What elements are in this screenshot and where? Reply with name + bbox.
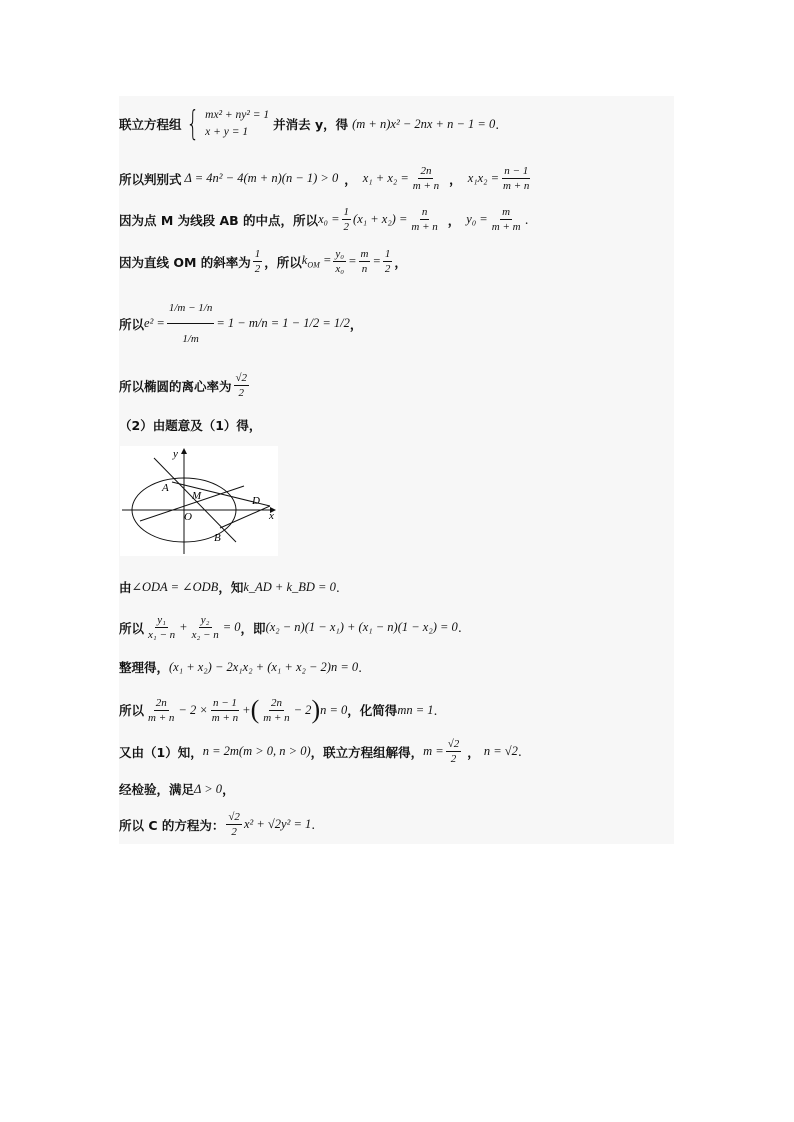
equation: n = 0 xyxy=(320,702,348,717)
label-x: x xyxy=(269,510,274,522)
text: （2）由题意及（1）得， xyxy=(119,418,262,433)
line-discriminant: 所以判别式 Δ = 4n² − 4(m + n)(n − 1) > 0 ， x₁ + x₂ = $\frac{2n}{m + n}$ ， x₁x₂ = $\frac{n - 1}{m + n}$ xyxy=(119,165,530,192)
diagram-svg xyxy=(120,446,278,556)
text: 经检验，满足 xyxy=(119,782,195,797)
fraction: $\frac{2n}{m + n}$ xyxy=(148,696,175,724)
line-slope-sum: 所以 $\frac{\text{y₁}}{\text{x₁ − n}}$ + $\frac{\text{y₂}}{\text{x₂ − n}}$ = 0 ，即 (x₂ − n)(1 − x₁) + (x₁ − n)(1 − x₂) = 0 . xyxy=(119,614,462,641)
equation-system: { mx² + ny² = 1 x + y = 1 xyxy=(185,104,270,144)
equation: x₀ = xyxy=(318,212,340,226)
text: 所以判别式 xyxy=(119,171,182,187)
line-substitute: 所以 $\frac{2n}{m + n}$ − 2 × $\frac{n - 1}{m + n}$ + ( $\frac{2n}{m + n}$ − 2 ) n = 0 ，化简得 mn = 1 . xyxy=(119,695,438,724)
equation: mn = 1 xyxy=(397,702,434,717)
equation: (m + n)x² − 2nx + n − 1 = 0 xyxy=(352,116,496,131)
fraction: $\frac{\text{y₀}}{\text{x₀}}$ xyxy=(335,248,345,275)
equation: = 0 xyxy=(222,620,241,634)
ellipse-diagram xyxy=(120,446,278,556)
compound-fraction: $\frac{1/m - 1/n}{1/m}$ xyxy=(167,293,214,354)
equation: Δ > 0 xyxy=(194,781,223,796)
line-bd xyxy=(220,506,270,528)
label-b: B xyxy=(214,532,221,544)
text: ，联立方程组解得， xyxy=(310,744,424,760)
text: ，即 xyxy=(240,620,266,636)
equation: − 2 xyxy=(293,702,312,717)
k-subscript: OM xyxy=(307,260,320,270)
text: 因为直线 OM 的斜率为 xyxy=(119,254,251,270)
equation: m = xyxy=(423,744,444,758)
equation: Δ = 4n² − 4(m + n)(n − 1) > 0 xyxy=(184,171,339,185)
text: 所以 xyxy=(119,620,145,636)
line-check: 经检验，满足 Δ > 0 ， xyxy=(119,781,235,797)
text: 又由（1）知， xyxy=(119,744,203,760)
equation: y₀ = xyxy=(466,212,488,226)
fraction: $\frac{1}{2}$ xyxy=(254,248,261,275)
system-row-1: mx² + ny² = 1 xyxy=(205,109,270,121)
text: 所以椭圆的离心率为 xyxy=(119,378,232,394)
equation: (x₁ + x₂) − 2x₁x₂ + (x₁ + x₂ − 2)n = 0 xyxy=(169,659,359,674)
text: 由 xyxy=(119,580,132,595)
line-slope: 因为直线 OM 的斜率为 $\frac{1}{2}$ ，所以 $k_{OM}$ = $\frac{\text{y₀}}{\text{x₀}}$ = $\frac{m}{n}$ = $\frac{1}{2}$ ， xyxy=(119,248,407,275)
line-eccentricity-result xyxy=(119,371,251,400)
line-simplify: 整理得， (x₁ + x₂) − 2x₁x₂ + (x₁ + x₂ − 2)n = 0 . xyxy=(119,659,363,675)
equation: x² + √2y² = 1 xyxy=(243,817,312,831)
label-y: y xyxy=(173,448,178,460)
label-a: A xyxy=(162,482,169,494)
fraction: $\frac{√2}{2}$ xyxy=(235,372,248,399)
fraction: $\frac{n - 1}{m + n}$ xyxy=(503,165,530,192)
label-o: O xyxy=(184,511,192,523)
equation: (x₂ − n)(1 − x₁) + (x₁ − n)(1 − x₂) = 0 xyxy=(265,620,458,634)
text: 所以 xyxy=(119,703,145,718)
y-axis-arrow xyxy=(181,448,187,454)
fraction: $\frac{2n}{m + n}$ xyxy=(263,696,290,724)
equation: − 2 × xyxy=(178,702,208,717)
line-final: 所以 C 的方程为： $\frac{√2}{2}$ x² + √2y² = 1 . xyxy=(119,811,316,838)
system-row-2: x + y = 1 xyxy=(205,126,249,138)
line-eccentricity-calc: 所以 e² = $\frac{1/m - 1/n}{1/m}$ = 1 − m/n = 1 − 1/2 = 1/2 ， xyxy=(119,293,362,354)
equation: e² = xyxy=(144,316,165,330)
fraction: $\frac{m}{n}$ xyxy=(360,248,369,275)
fraction: $\frac{\text{y₁}}{\text{x₁ − n}}$ xyxy=(148,614,176,641)
line-midpoint: 因为点 M 为线段 AB 的中点，所以 x₀ = $\frac{1}{2}$ (x₁ + x₂) = $\frac{n}{m + n}$ ， y₀ = $\frac{m}{m + m}$ . xyxy=(119,206,529,233)
line-part2 xyxy=(119,416,261,434)
equation: x₁ + x₂ = xyxy=(362,171,409,185)
equation: ∠ODA = ∠ODB xyxy=(131,580,219,594)
fraction: $\frac{n}{m + n}$ xyxy=(411,206,438,233)
text: 所以 C 的方程为： xyxy=(119,817,225,833)
text: 联立方程组 xyxy=(119,117,182,132)
k-symbol: k xyxy=(301,253,308,268)
equation: (x₁ + x₂) = xyxy=(353,212,408,226)
fraction: $\frac{m}{m + m}$ xyxy=(491,206,521,233)
equation: = 1 − m/n = 1 − 1/2 = 1/2 xyxy=(216,316,350,330)
label-d: D xyxy=(252,495,260,507)
line-solve: 又由（1）知， n = 2m(m > 0, n > 0) ，联立方程组解得， m = $\frac{√2}{2}$ ， n = √2 . xyxy=(119,738,522,765)
text: ，知 xyxy=(218,580,244,595)
fraction: $\frac{1}{2}$ xyxy=(384,248,391,275)
equation: n = 2m(m > 0, n > 0) xyxy=(202,744,311,758)
equation: k_AD + k_BD = 0 xyxy=(243,579,336,594)
text: ，所以 xyxy=(264,254,302,270)
fraction: $\frac{2n}{m + n}$ xyxy=(412,165,440,192)
fraction: $\frac{n - 1}{m + n}$ xyxy=(211,696,239,724)
text: 因为点 M 为线段 AB 的中点，所以 xyxy=(119,212,319,228)
text: 并消去 y，得 xyxy=(273,117,349,132)
fraction: $\frac{1}{2}$ xyxy=(343,206,350,233)
fraction: $\frac{√2}{2}$ xyxy=(228,811,240,838)
text: 所以 xyxy=(119,316,145,332)
fraction: $\frac{√2}{2}$ xyxy=(447,738,460,765)
text: 整理得， xyxy=(119,660,170,675)
equation: n = √2 xyxy=(483,744,518,758)
fraction: $\frac{\text{y₂}}{\text{x₂ − n}}$ xyxy=(191,614,219,641)
label-m: M xyxy=(192,490,202,502)
line-system: 联立方程组 { mx² + ny² = 1 x + y = 1 并消去 y，得 (m + n)x² − 2nx + n − 1 = 0 . xyxy=(119,104,500,144)
equation: x₁x₂ = xyxy=(467,171,500,185)
text: ，化简得 xyxy=(347,703,398,718)
line-angle: 由 ∠ODA = ∠ODB ，知 k_AD + k_BD = 0 . xyxy=(119,579,340,595)
